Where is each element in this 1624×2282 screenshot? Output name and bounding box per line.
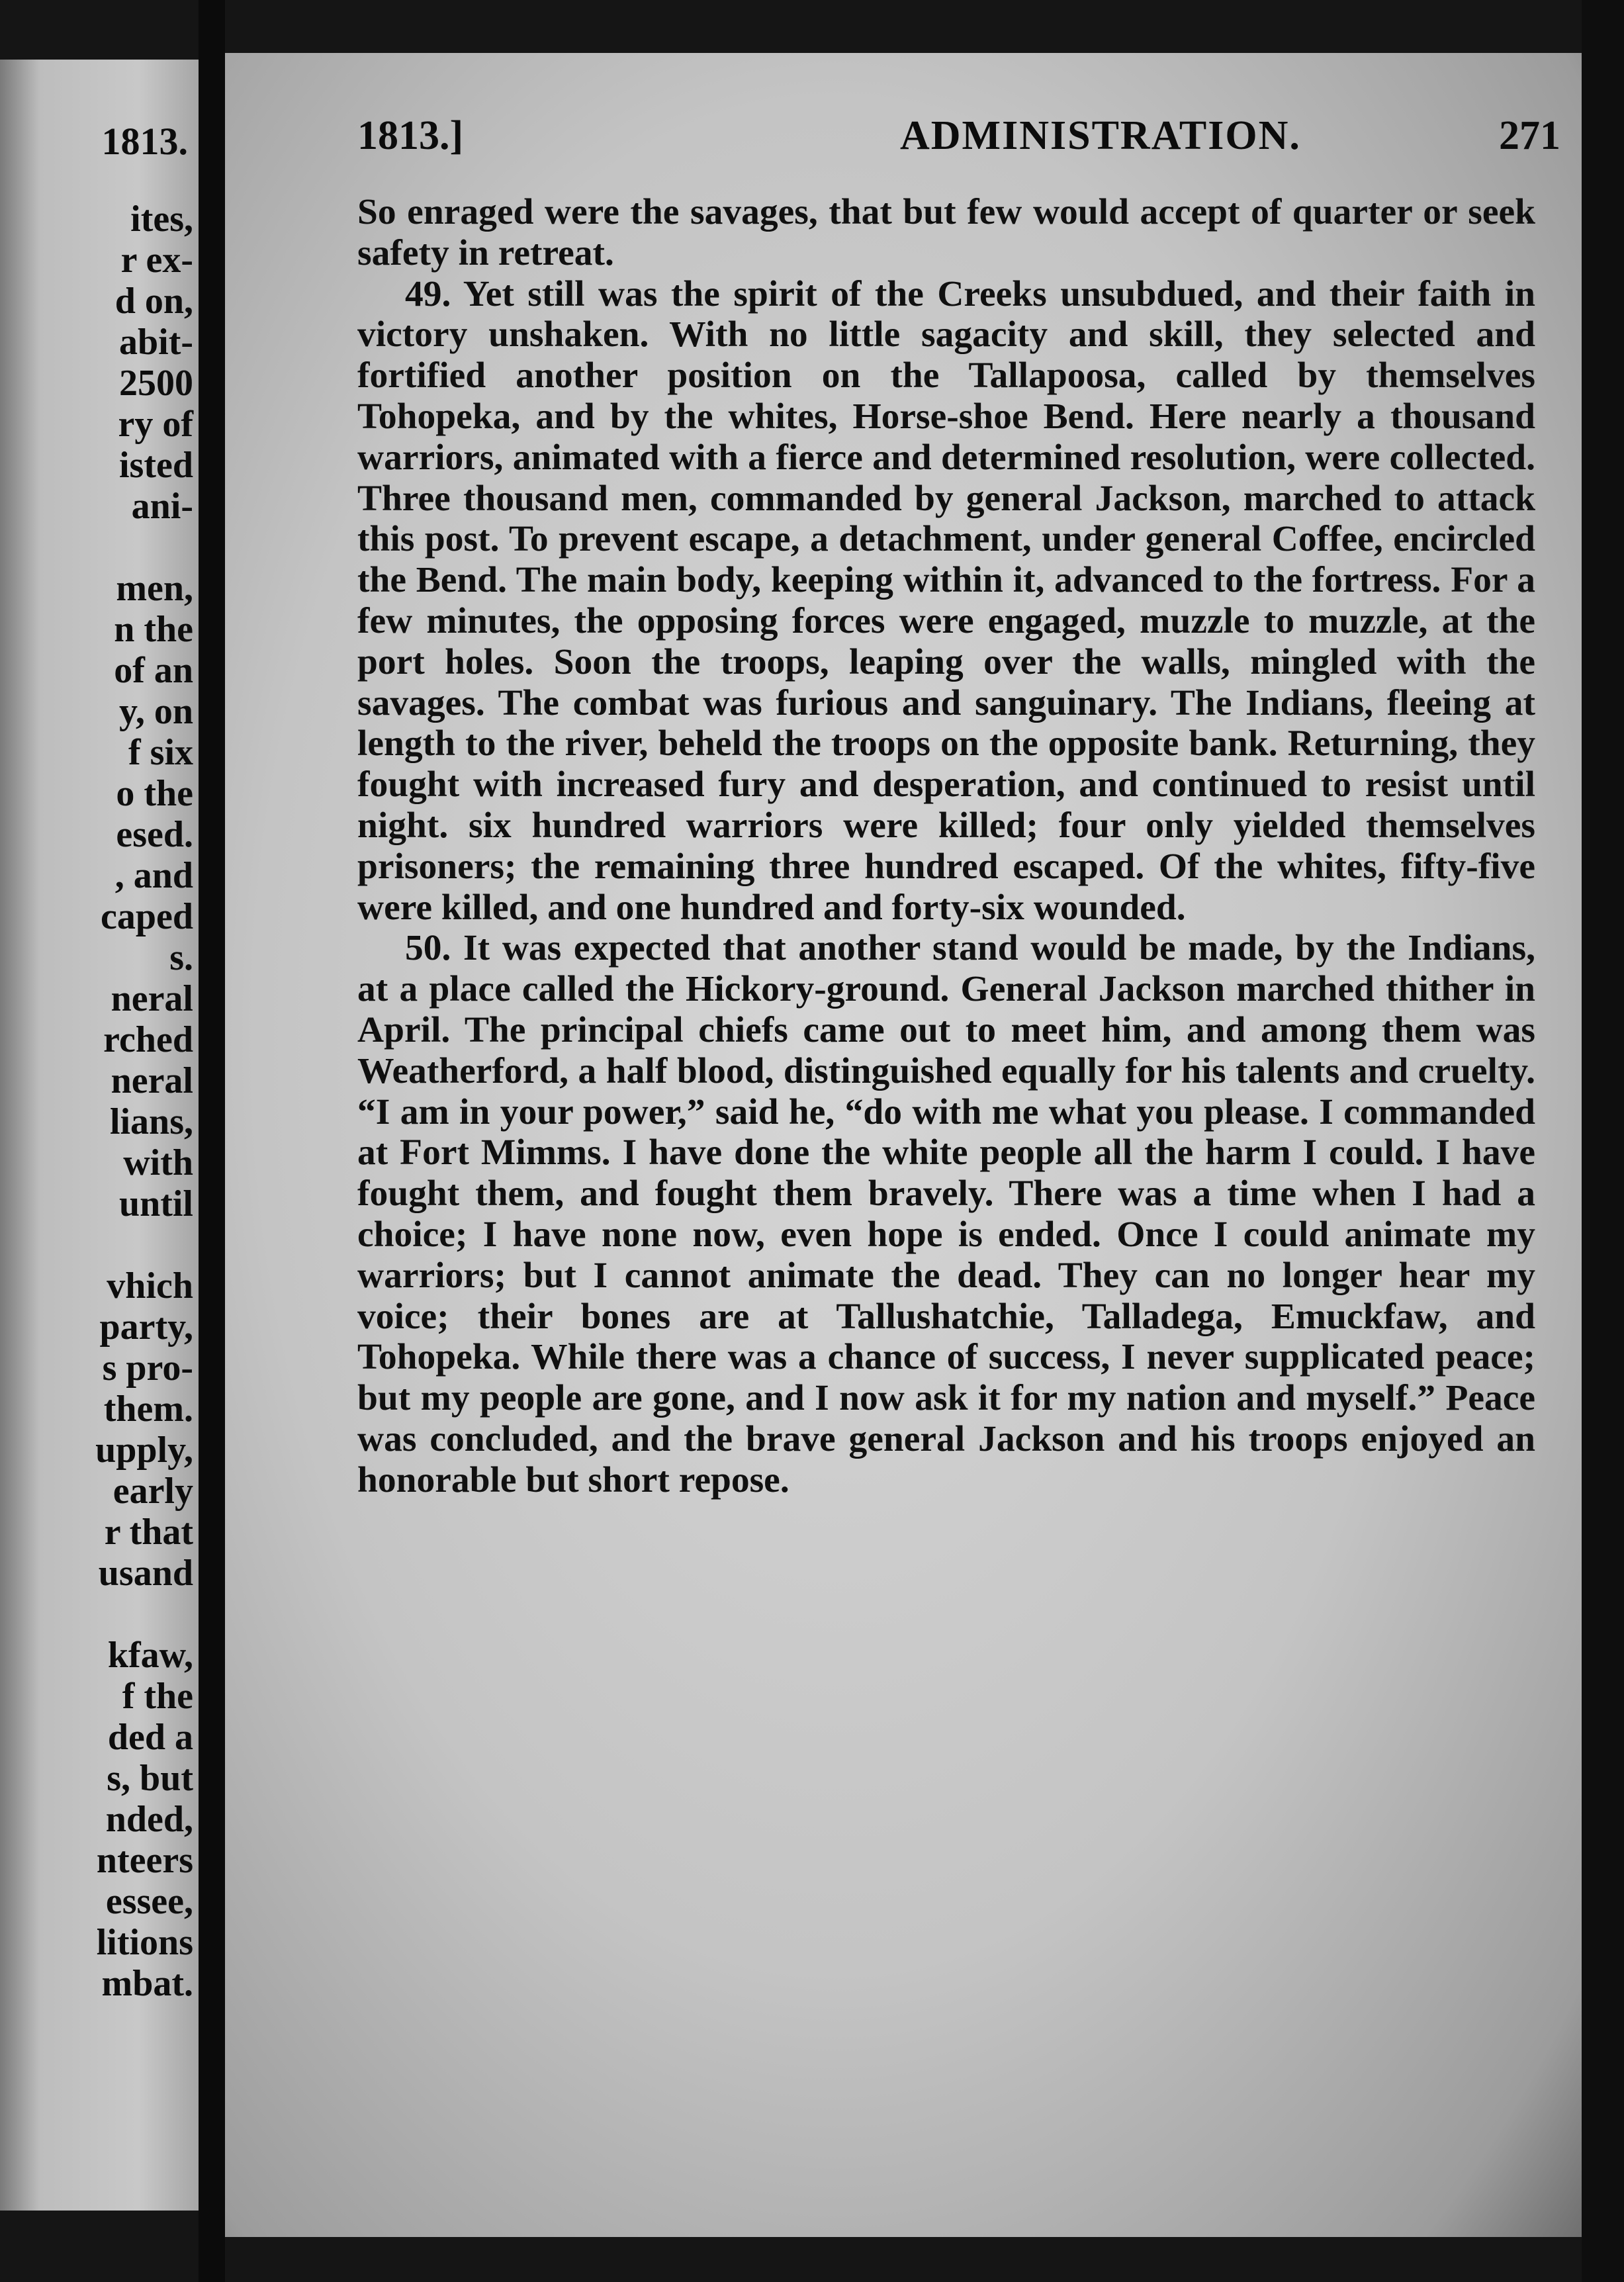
previous-page-line-fragment: mbat.: [101, 1963, 193, 2004]
previous-page-line-fragment: d on,: [114, 281, 193, 322]
paragraph-continued: So enraged were the savages, that but few would accept of quarter or seek safety in retreat.: [357, 192, 1535, 273]
previous-page-line-fragment: lians,: [109, 1101, 193, 1142]
previous-page-line-fragment: litions: [96, 1922, 193, 1963]
previous-page-line-fragment: essee,: [105, 1881, 193, 1922]
previous-page-fragment: [0, 60, 199, 2211]
previous-page-line-fragment: usand: [98, 1553, 193, 1594]
previous-page-line-fragment: f six: [128, 732, 193, 773]
paragraph-49: 49. Yet still was the spirit of the Creeks unsubdued, and their faith in victory unshaken. With no little sagacity and skill, they selected and fortified another position on the Tallapoosa, called by themselves Tohopeka, and by the whites, Horse-shoe Bend. Here nearly a thousand warriors, animated with a fierce and determined resolution, were collected. Three thousand men, commanded by general Jackson, marched to attack this post. To prevent escape, a detachment, under general Coffee, encircled the Bend. The main body, keeping within it, advanced to the fortress. For a few minutes, the opposing forces were engaged, muzzle to muzzle, at the port holes. Soon the troops, leaping over the walls, mingled with the savages. The combat was furious and sanguinary. The Indians, fleeing at length to the river, beheld the troops on the opposite bank. Returning, they fought with increased fury and desperation, and continued to resist until night. six hundred warriors were killed; four only yielded themselves prisoners; the remaining three hundred escaped. Of the whites, fifty-five were killed, and one hundred and forty-six wounded.: [357, 273, 1535, 928]
page-header: [357, 113, 1582, 172]
page-number: 271: [1499, 113, 1560, 158]
book-gutter: [199, 0, 225, 2282]
previous-page-line-fragment: vhich: [107, 1265, 193, 1306]
previous-page-line-fragment: ites,: [130, 199, 193, 240]
previous-page-line-fragment: f the: [122, 1676, 193, 1717]
previous-page-line-fragment: kfaw,: [107, 1635, 193, 1676]
previous-page-line-fragment: caped: [101, 896, 193, 937]
previous-page-line-fragment: ded a: [107, 1717, 193, 1758]
page-body-text: [357, 192, 1535, 1501]
previous-page-line-fragment: with: [123, 1142, 193, 1183]
previous-page-line-fragment: upply,: [95, 1430, 193, 1471]
previous-page-line-fragment: rched: [103, 1019, 193, 1060]
previous-page-line-fragment: men,: [116, 568, 193, 609]
previous-page-line-fragment: until: [118, 1183, 193, 1224]
previous-page-line-fragment: neral: [111, 1060, 193, 1101]
previous-page-line-fragment: n the: [114, 609, 193, 650]
previous-page-line-fragment: o the: [116, 773, 193, 814]
previous-page-line-fragment: nded,: [105, 1799, 193, 1840]
previous-page-line-fragment: early: [113, 1471, 193, 1512]
previous-page-line-fragment: abit-: [119, 322, 193, 363]
previous-page-line-fragment: s pro-: [102, 1347, 193, 1389]
running-head-title: ADMINISTRATION.: [900, 113, 1301, 158]
previous-page-line-fragment: them.: [103, 1389, 193, 1430]
previous-page-line-fragment: y, on: [118, 691, 193, 732]
previous-page-line-fragment: ani-: [131, 486, 193, 527]
previous-page-line-fragment: esed.: [116, 814, 193, 855]
paragraph-50: 50. It was expected that another stand would be made, by the Indians, at a place called the Hickory-ground. General Jackson marched thither in April. The principal chiefs came out to meet him, and among them was Weatherford, a half blood, distinguished equally for his talents and cruelty. “I am in your power,” said he, “do with me what you please. I commanded at Fort Mimms. I have done the white people all the harm I could. I have fought them, and fought them bravely. There was a time when I had a choice; I have none now, even hope is ended. Once I could animate my warriors; but I cannot animate the dead. They can no longer hear my voice; their bones are at Tallushatchie, Talladega, Emuckfaw, and Tohopeka. While there was a chance of success, I never supplicated peace; but my people are gone, and I now ask it for my nation and myself.” Peace was concluded, and the brave general Jackson and his troops enjoyed an honorable but short repose.: [357, 928, 1535, 1500]
previous-page-line-fragment: , and: [114, 855, 193, 896]
previous-page-line-fragment: s.: [169, 937, 193, 978]
running-head-year: 1813.]: [357, 113, 464, 158]
scan-dark-edge: [1582, 0, 1624, 2282]
book-page: [225, 53, 1582, 2237]
previous-page-line-fragment: neral: [111, 978, 193, 1019]
previous-page-line-fragment: r that: [104, 1512, 193, 1553]
previous-page-line-fragment: of an: [114, 650, 193, 691]
previous-page-line-fragment: isted: [119, 445, 193, 486]
previous-page-line-fragment: 2500: [119, 363, 193, 404]
previous-page-line-fragment: nteers: [96, 1840, 193, 1881]
previous-page-line-fragment: ry of: [118, 404, 193, 445]
previous-page-line-fragment: party,: [99, 1306, 193, 1347]
previous-page-line-fragment: r ex-: [120, 240, 193, 281]
previous-page-running-head: 1813.: [101, 120, 188, 163]
previous-page-line-fragment: s, but: [107, 1758, 193, 1799]
